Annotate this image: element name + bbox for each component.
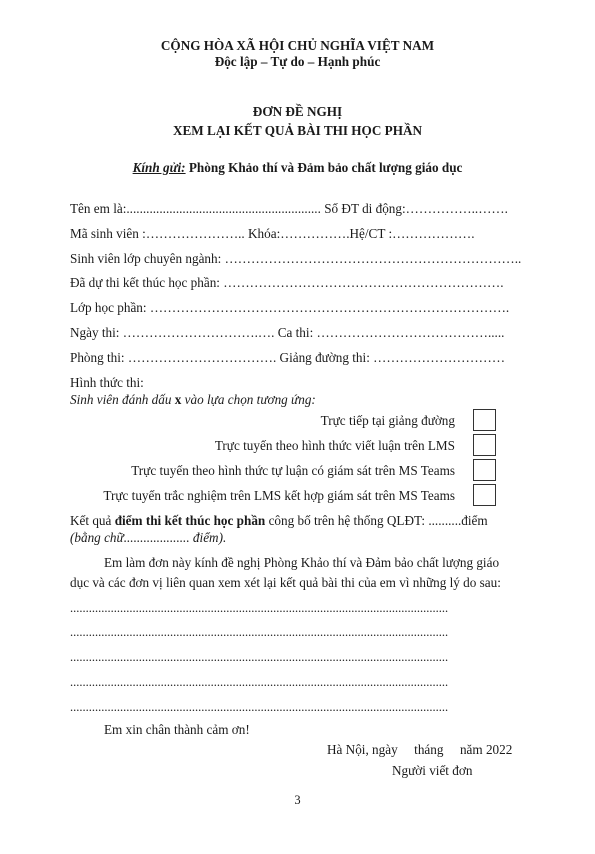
- result-bold-label: điểm thi kết thúc học phần: [114, 513, 266, 528]
- request-line-2: dục và các đơn vị liên quan xem xét lại kết quả bài thi của em vì những lý do sau:: [70, 575, 501, 590]
- reason-line[interactable]: .........................................................................................................................: [70, 625, 449, 639]
- reason-line[interactable]: .........................................................................................................................: [70, 700, 449, 714]
- course-field: Đã dự thi kết thúc học phần: ……………………………………………………….: [70, 275, 504, 290]
- recipient-label: Kính gửi:: [132, 160, 186, 175]
- checkbox-lms-quiz[interactable]: [473, 484, 496, 506]
- checkbox-teams-essay[interactable]: [473, 459, 496, 481]
- result-in-words: (bằng chữ.................... điểm).: [70, 530, 227, 545]
- thanks-text: Em xin chân thành cảm ơn!: [104, 722, 250, 737]
- recipient-name: Phòng Khảo thí và Đảm bảo chất lượng giáo dục: [185, 160, 463, 175]
- reason-line[interactable]: .........................................................................................................................: [70, 650, 449, 664]
- checkbox-direct[interactable]: [473, 409, 496, 431]
- national-title: CỘNG HÒA XÃ HỘI CHỦ NGHĨA VIỆT NAM: [160, 38, 435, 53]
- option-label-lms-quiz: Trực tuyến trắc nghiệm trên LMS kết hợp giám sát trên MS Teams: [103, 488, 455, 503]
- reason-line[interactable]: .........................................................................................................................: [70, 601, 449, 615]
- checkbox-lms-essay[interactable]: [473, 434, 496, 456]
- result-line: Kết quả điểm thi kết thúc học phần công bố trên hệ thống QLĐT: ..........điểm: [70, 513, 488, 528]
- student-id-field: Mã sinh viên :………………….. Khóa:…………….Hệ/CT :……………….: [70, 226, 475, 241]
- signer-label: Người viết đơn: [392, 763, 473, 778]
- page-number: 3: [294, 793, 301, 807]
- exam-form-label: Hình thức thi:: [70, 375, 144, 390]
- form-subtitle: XEM LẠI KẾT QUẢ BÀI THI HỌC PHẦN: [172, 123, 422, 138]
- option-label-direct: Trực tiếp tại giảng đường: [320, 413, 455, 428]
- room-field: Phòng thi: ……………………………. Giảng đường thi: …………………………: [70, 350, 506, 365]
- major-class-field: Sinh viên lớp chuyên ngành: …………………………………………………………..: [70, 251, 522, 266]
- place-date: Hà Nội, ngày tháng năm 2022: [327, 742, 513, 757]
- form-title: ĐƠN ĐỀ NGHỊ: [252, 104, 343, 119]
- option-label-lms-essay: Trực tuyến theo hình thức viết luận trên LMS: [214, 438, 455, 453]
- course-class-field: Lớp học phần: ……………………………………………………………………….: [70, 300, 510, 315]
- request-line-1: Em làm đơn này kính đề nghị Phòng Khảo thí và Đảm bảo chất lượng giáo: [104, 555, 500, 570]
- recipient-line: [0, 160, 595, 176]
- mark-symbol: x: [174, 392, 182, 407]
- selection-instruction: Sinh viên đánh dấu x vào lựa chọn tương ứng:: [70, 392, 316, 407]
- name-field: Tên em là:........................................................... Số ĐT di động:……………..…….: [70, 201, 508, 216]
- motto: Độc lập – Tự do – Hạnh phúc: [214, 54, 381, 69]
- exam-date-field: Ngày thi: ………………………….…. Ca thi: ………………………………….....: [70, 325, 505, 340]
- reason-line[interactable]: .........................................................................................................................: [70, 675, 449, 689]
- option-label-teams-essay: Trực tuyến theo hình thức tự luận có giám sát trên MS Teams: [131, 463, 455, 478]
